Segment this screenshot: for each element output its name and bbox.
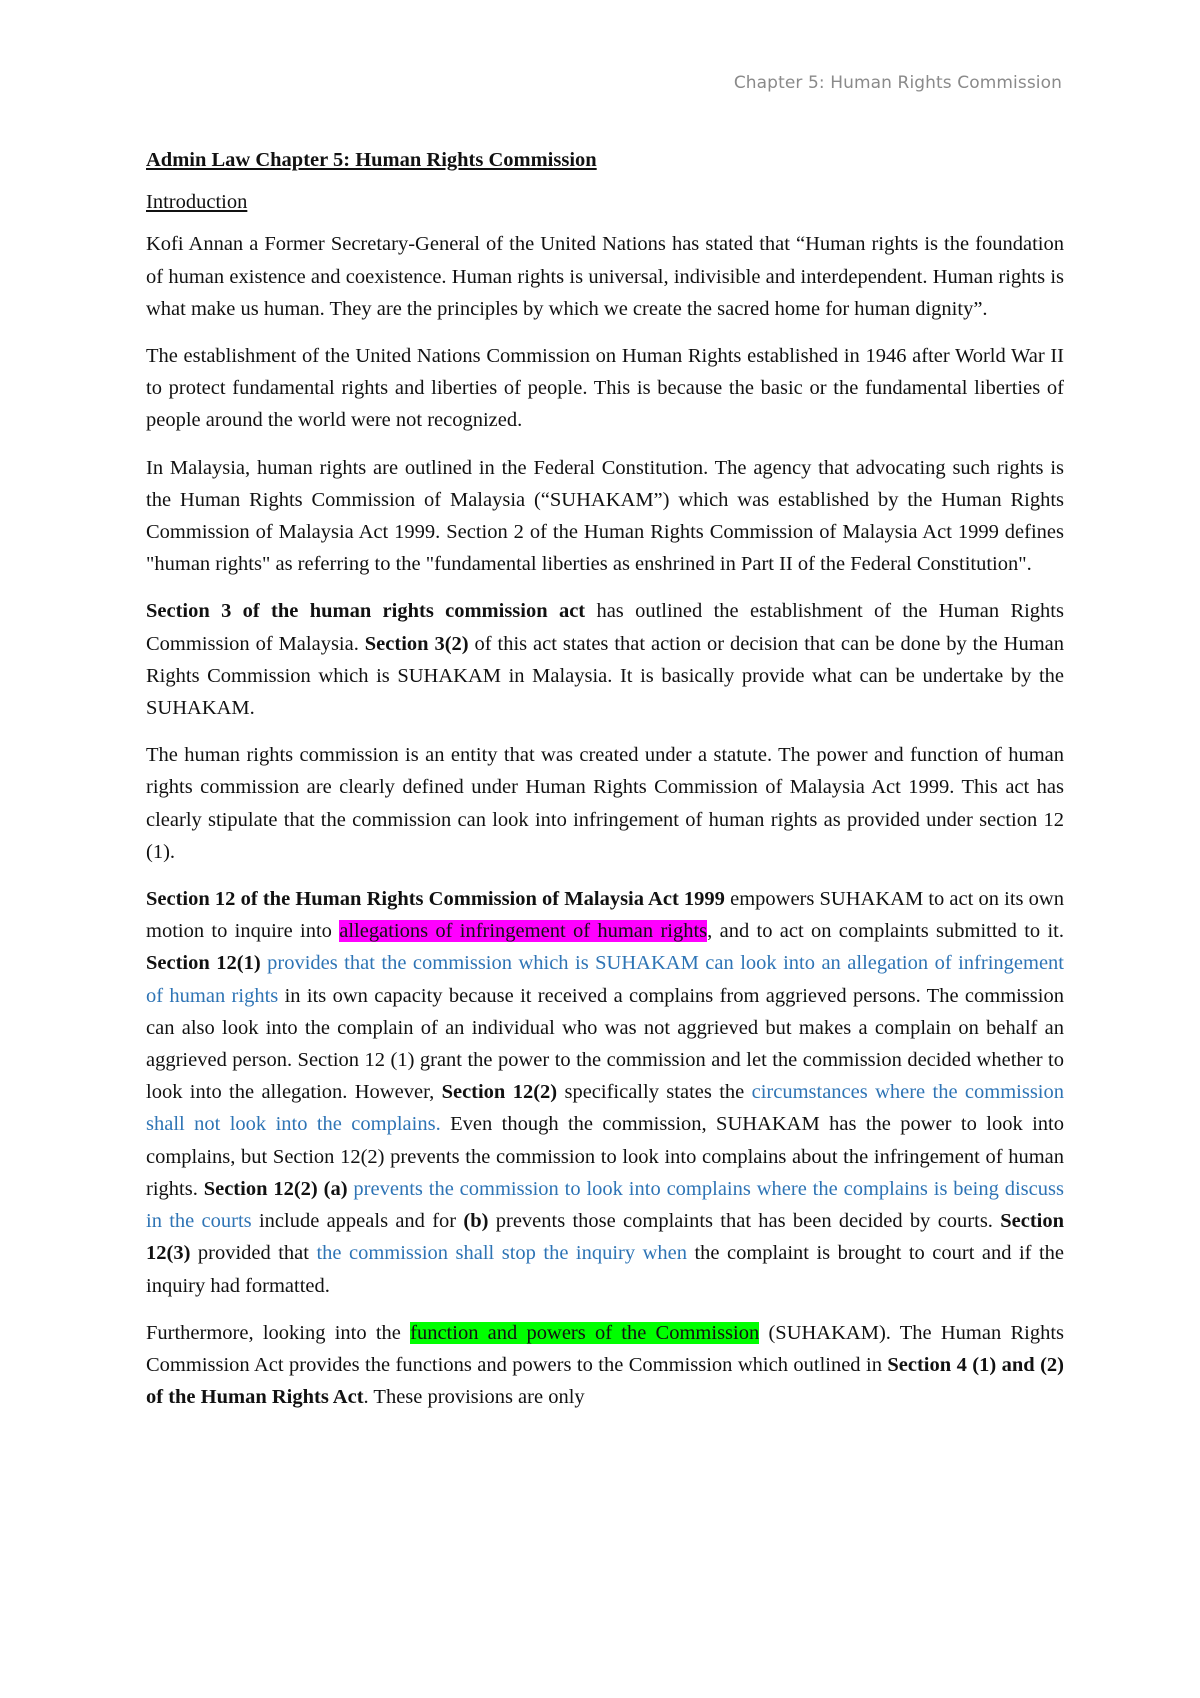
text-run: the complaint is brought to court and if the inquiry had formatted. <box>146 1242 1064 1297</box>
text-run: , and to act on complaints submitted to it. <box>707 920 1064 943</box>
text-run: Furthermore, looking into the <box>146 1321 411 1344</box>
blue-text: the commission shall stop the inquiry when <box>316 1242 687 1265</box>
text-run: (SUHAKAM). The Human Rights Commission Act provides the functions and powers to the Commission which outlined in <box>146 1321 1065 1376</box>
text-run: include appeals and for <box>251 1210 464 1233</box>
text-run: in its own capacity because it received a complains from aggrieved persons. The commission can also look into the complain of an individual who was not aggrieved but makes a complain on behalf an aggrieved person. Section 12 (1) grant the power to the commission and let the commission decided whether to look into the allegation. However, <box>146 984 1064 1104</box>
highlighted-text: allegations of infringement of human rights <box>339 920 708 943</box>
paragraph-3: In Malaysia, human rights are outlined in the Federal Constitution. The agency that advocating such rights is the Human Rights Commission of Malaysia (“SUHAKAM”) which was established by the Human Rights Commission of Malaysia Act 1999. Section 2 of the Human Rights Commission of Malaysia Act 1999 defines "human rights" as referring to the "fundamental liberties as enshrined in Part II of the Federal Constitution". <box>146 456 1064 576</box>
text-run: prevents those complaints that has been decided by courts. <box>488 1210 1001 1233</box>
section-heading: Introduction <box>146 191 248 214</box>
document-title: Admin Law Chapter 5: Human Rights Commission <box>146 149 597 171</box>
bold-reference: Section 3(2) <box>364 632 469 655</box>
text-run: . These provisions are only <box>363 1386 585 1409</box>
paragraph-7 <box>146 1317 1064 1414</box>
paragraph-5: The human rights commission is an entity that was created under a statute. The power and function of human rights commission are clearly defined under Human Rights Commission of Malaysia Act 1999. This act has clearly stipulate that the commission can look into infringement of human rights as provided under section 12 (1). <box>146 744 1064 863</box>
highlighted-text: function and powers of the Commission <box>410 1321 760 1344</box>
bold-reference: Section 3 of the human rights commission act <box>146 600 586 623</box>
paragraph-2: The establishment of the United Nations Commission on Human Rights established in 1946 after World War II to protect fundamental rights and liberties of people. This is because the basic or the fundamental liberties of people around the world were not recognized. <box>146 345 1064 432</box>
bold-reference: Section 12(2) <box>441 1081 558 1104</box>
text-run: provided that <box>190 1242 317 1265</box>
blue-text: circumstances where the commission shall not look into the complains. <box>146 1081 1065 1136</box>
text-run: has outlined the establishment of the Human Rights Commission of Malaysia. <box>146 600 1064 655</box>
text-run: specifically states the <box>557 1081 752 1104</box>
paragraph-4 <box>146 595 1064 724</box>
running-header: Chapter 5: Human Rights Commission <box>733 73 1062 93</box>
bold-reference: Section 12(1) <box>146 952 261 975</box>
bold-reference: Section 12(2) (a) <box>203 1177 348 1200</box>
bold-reference: Section 12 of the Human Rights Commission of Malaysia Act 1999 <box>146 888 725 911</box>
bold-reference: Section 4 (1) and (2) of the Human Rights Act <box>146 1353 1064 1409</box>
text-run: of this act states that action or decision that can be done by the Human Rights Commission which is SUHAKAM in Malaysia. It is basically provide what can be undertake by the SUHAKAM. <box>146 632 1064 720</box>
bold-reference: (b) <box>463 1210 489 1233</box>
document-body <box>146 144 1064 1428</box>
blue-text: provides that the commission which is SUHAKAM can look into an allegation of infringement of human rights <box>146 952 1064 1007</box>
blue-text: prevents the commission to look into complains where the complains is being discuss in the courts <box>146 1177 1064 1233</box>
text-run: empowers SUHAKAM to act on its own motion to inquire into <box>146 888 1064 943</box>
paragraph-1: Kofi Annan a Former Secretary-General of the United Nations has stated that “Human rights is the foundation of human existence and coexistence. Human rights is universal, indivisible and interdependent. Human rights is what make us human. They are the principles by which we create the sacred home for human dignity”. <box>146 233 1064 320</box>
bold-reference: Section 12(3) <box>146 1210 1064 1265</box>
paragraph-6 <box>146 883 1064 1302</box>
text-run: Even though the commission, SUHAKAM has the power to look into complains, but Section 12(2) prevents the commission to look into complains about the infringement of human rights. <box>146 1113 1064 1200</box>
